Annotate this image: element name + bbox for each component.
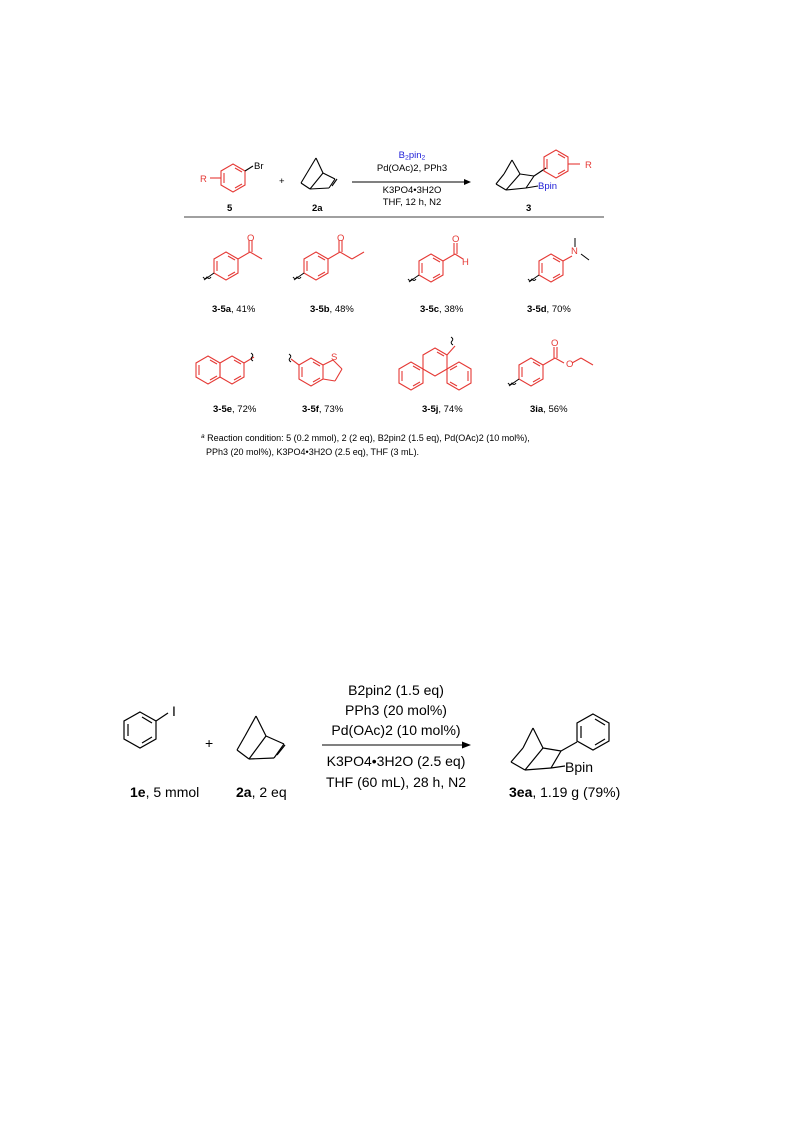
bromine-label: Br xyxy=(254,161,264,172)
label-3-5b: 3-5b, 48% xyxy=(310,304,354,315)
product-3-5b-structure xyxy=(290,232,380,292)
atom-o-3ia-ester: O xyxy=(566,359,574,370)
product-r-label: R xyxy=(585,160,592,171)
footnote-line-1: $^a$ Reaction condition: 5 (0.2 mmol), 2 (2 eq), B2pin2 (1.5 eq), Pd(OAc)2 (10 mol%), xyxy=(201,433,530,443)
scheme-divider xyxy=(184,216,604,218)
atom-o-3-5c: O xyxy=(452,234,460,245)
footnote-line-2: PPh3 (20 mol%), K3PO4•3H2O (2.5 eq), THF (3 mL). xyxy=(206,447,420,457)
condition-2-pph3: PPh3 (20 mol%) xyxy=(345,702,447,718)
atom-s-3-5f: S xyxy=(331,352,338,363)
condition-b2pin2: $B_2pin_2$ xyxy=(398,150,426,162)
product-3-5c-structure xyxy=(405,232,485,292)
atom-n-3-5d: N xyxy=(571,246,578,257)
norbornene-structure-large xyxy=(232,712,292,767)
atom-o-3ia-carbonyl: O xyxy=(551,338,559,349)
condition-2-pd: Pd(OAc)2 (10 mol%) xyxy=(331,722,461,738)
condition-base: K3PO4•3H2O xyxy=(382,185,442,196)
product-3-5f-structure xyxy=(285,348,365,398)
label-3-5d: 3-5d, 70% xyxy=(527,304,571,315)
label-3-5a: 3-5a, 41% xyxy=(212,304,256,315)
aryl-bromide-structure xyxy=(200,158,260,203)
compound-2a-label-2: 2a, 2 eq xyxy=(236,784,287,800)
condition-solvent: THF, 12 h, N2 xyxy=(382,197,442,208)
product-3-5a-structure xyxy=(200,232,280,292)
compound-1e-label: 1e, 5 mmol xyxy=(130,784,200,800)
iodobenzene-structure xyxy=(118,700,188,760)
reaction-arrow-2 xyxy=(322,740,472,750)
label-3-5c: 3-5c, 38% xyxy=(420,304,464,315)
condition-catalyst: Pd(OAc)2, PPh3 xyxy=(376,163,448,174)
label-3-5f: 3-5f, 73% xyxy=(302,404,344,415)
label-3-5j: 3-5j, 74% xyxy=(422,404,463,415)
plus-sign: + xyxy=(279,176,285,187)
condition-2-b2pin2: B2pin2 (1.5 eq) xyxy=(348,682,444,698)
plus-sign-2: + xyxy=(205,735,214,751)
product-3ea-bpin-label: Bpin xyxy=(565,759,594,775)
atom-o-3-5b: O xyxy=(337,233,345,244)
product-3-5j-structure xyxy=(395,332,485,402)
atom-o-3-5a: O xyxy=(247,233,255,244)
iodine-label: I xyxy=(172,703,176,719)
product-3-5e-structure xyxy=(192,348,272,398)
product-3-structure xyxy=(490,146,610,206)
condition-2-solvent: THF (60 mL), 28 h, N2 xyxy=(325,774,467,790)
product-3-5d-structure xyxy=(525,232,605,292)
compound-5-label: 5 xyxy=(227,203,233,214)
compound-3-label: 3 xyxy=(526,203,532,214)
label-3-5e: 3-5e, 72% xyxy=(213,404,257,415)
atom-h-3-5c: H xyxy=(462,257,469,268)
product-bpin-label: Bpin xyxy=(538,181,558,192)
substituent-r-label: R xyxy=(200,174,207,185)
label-3ia: 3ia, 56% xyxy=(530,404,568,415)
condition-2-base: K3PO4•3H2O (2.5 eq) xyxy=(326,753,466,769)
compound-3ea-label: 3ea, 1.19 g (79%) xyxy=(509,784,621,800)
compound-2a-label: 2a xyxy=(312,203,323,214)
